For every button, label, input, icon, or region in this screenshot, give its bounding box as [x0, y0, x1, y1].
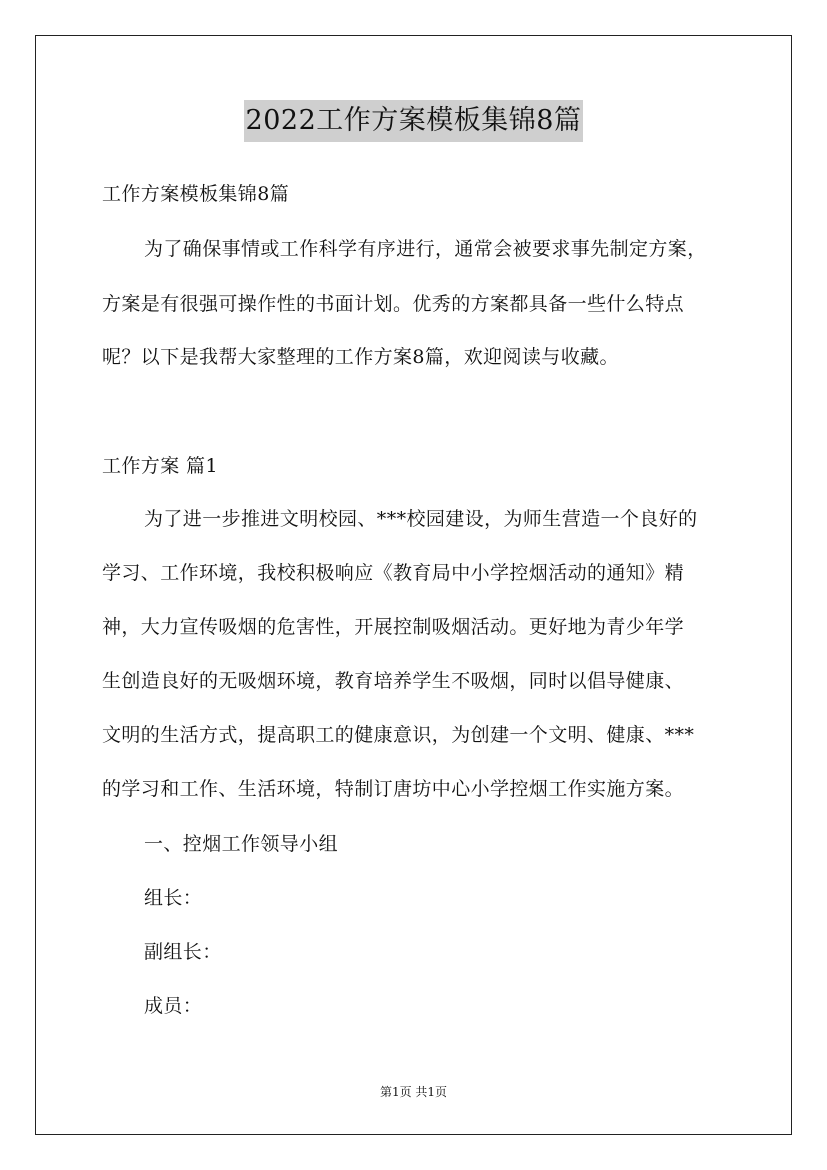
list-line-4: 成员：	[144, 995, 203, 1017]
document-subtitle: 工作方案模板集锦8篇	[102, 183, 290, 205]
section-heading: 工作方案 篇1	[102, 455, 218, 477]
intro-line-3: 呢？以下是我帮大家整理的工作方案8篇，欢迎阅读与收藏。	[102, 346, 619, 368]
title-container	[0, 100, 827, 142]
list-line-2: 组长：	[144, 887, 203, 909]
intro-line-2: 方案是有很强可操作性的书面计划。优秀的方案都具备一些什么特点	[102, 293, 685, 315]
body-line-5: 文明的生活方式，提高职工的健康意识，为创建一个文明、健康、***	[102, 724, 695, 746]
body-line-3: 神，大力宣传吸烟的危害性，开展控制吸烟活动。更好地为青少年学	[102, 616, 685, 638]
page-footer: 第1页 共1页	[379, 1085, 448, 1099]
list-line-3: 副组长：	[144, 941, 222, 963]
list-line-1: 一、控烟工作领导小组	[144, 833, 339, 855]
body-line-4: 生创造良好的无吸烟环境，教育培养学生不吸烟，同时以倡导健康、	[102, 670, 685, 692]
body-line-1: 为了进一步推进文明校园、***校园建设，为师生营造一个良好的	[144, 508, 698, 530]
intro-line-1: 为了确保事情或工作科学有序进行，通常会被要求事先制定方案，	[144, 238, 707, 260]
body-line-2: 学习、工作环境，我校积极响应《教育局中小学控烟活动的通知》精	[102, 562, 685, 584]
document-title: 2022工作方案模板集锦8篇	[244, 100, 584, 142]
body-line-6: 的学习和工作、生活环境，特制订唐坊中心小学控烟工作实施方案。	[102, 778, 685, 800]
